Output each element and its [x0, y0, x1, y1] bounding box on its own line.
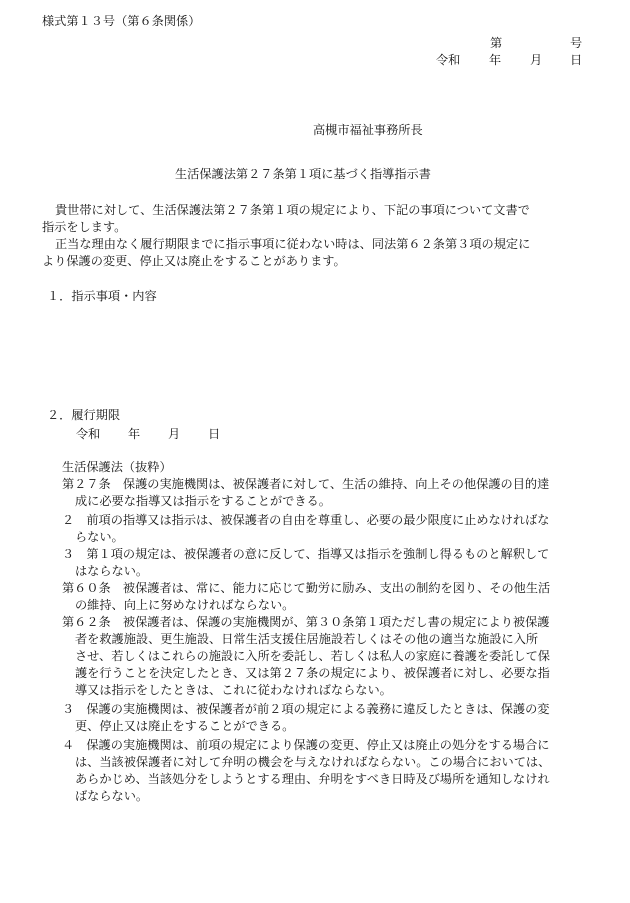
deadline-era: 令和: [76, 427, 101, 441]
sender: 高槻市福祉事務所長: [313, 123, 423, 137]
excerpt-line: らない。: [75, 530, 124, 544]
excerpt-heading: 生活保護法（抜粋）: [62, 460, 172, 474]
excerpt-line: 者を救護施設、更生施設、日常生活支援住居施設若しくはその他の適当な施設に入所: [75, 632, 539, 646]
section2-heading: ２．履行期限: [47, 408, 121, 422]
issue-date-day: 日: [570, 53, 583, 67]
issue-date-month: 月: [530, 53, 543, 67]
body-line: 貴世帯に対して、生活保護法第２７条第１項の規定により、下記の事項について文書で: [55, 203, 530, 217]
body-line: 正当な理由なく履行期限までに指示事項に従わない時は、同法第６２条第３項の規定に: [55, 237, 531, 251]
excerpt-line: ３ 第１項の規定は、被保護者の意に反して、指導又は指示を強制し得るものと解釈して: [62, 547, 550, 561]
excerpt-line: 護を行うことを決定したとき、又は第２７条の規定により、被保護者に対し、必要な指: [75, 666, 550, 680]
section1-heading: １．指示事項・内容: [47, 289, 157, 303]
excerpt-line: ２ 前項の指導又は指示は、被保護者の自由を尊重し、必要の最少限度に止めなければな: [62, 513, 550, 527]
excerpt-line: あらかじめ、当該処分をしようとする理由、弁明をすべき日時及び場所を通知しなけれ: [75, 772, 550, 786]
excerpt-line: はならない。: [75, 564, 149, 578]
deadline-day: 日: [208, 427, 221, 441]
issue-date-year: 年: [489, 53, 502, 67]
doc-number-dai: 第: [490, 36, 503, 50]
document-title: 生活保護法第２７条第１項に基づく指導指示書: [175, 167, 431, 181]
deadline-month: 月: [168, 427, 181, 441]
excerpt-line: ばならない。: [75, 789, 149, 803]
issue-date-era: 令和: [436, 53, 461, 67]
excerpt-line: の維持、向上に努めなければならない。: [75, 598, 295, 612]
body-line: より保護の変更、停止又は廃止をすることがあります。: [42, 254, 346, 268]
deadline-year: 年: [128, 427, 141, 441]
excerpt-line: 導又は指示をしたときは、これに従わなければならない。: [75, 683, 392, 697]
form-label: 様式第１３号（第６条関係）: [42, 14, 201, 28]
excerpt-line: 成に必要な指導又は指示をすることができる。: [75, 494, 331, 508]
excerpt-line: は、当該被保護者に対して弁明の機会を与えなければならない。この場合においては、: [75, 755, 551, 769]
excerpt-line: 更、停止又は廃止をすることができる。: [75, 719, 295, 733]
body-line: 指示をします。: [42, 220, 127, 234]
excerpt-line: 第２７条 保護の実施機関は、被保護者に対して、生活の維持、向上その他保護の目的達: [62, 477, 550, 491]
excerpt-line: 第６０条 被保護者は、常に、能力に応じて勤労に励み、支出の制約を図り、その他生活: [62, 581, 551, 595]
excerpt-line: させ、若しくはこれらの施設に入所を委託し、若しくは私人の家庭に養護を委託して保: [75, 649, 550, 663]
excerpt-line: ４ 保護の実施機関は、前項の規定により保護の変更、停止又は廃止の処分をする場合に: [62, 738, 550, 752]
excerpt-line: 第６２条 被保護者は、保護の実施機関が、第３０条第１項ただし書の規定により被保護: [62, 615, 550, 629]
doc-number-go: 号: [570, 36, 583, 50]
excerpt-line: ３ 保護の実施機関は、被保護者が前２項の規定による義務に違反したときは、保護の変: [62, 702, 550, 716]
